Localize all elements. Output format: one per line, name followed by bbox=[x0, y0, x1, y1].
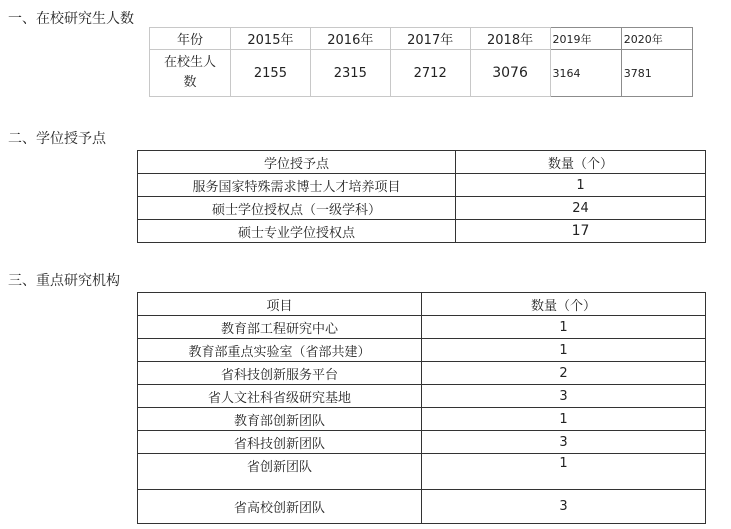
degree-points-table bbox=[137, 150, 706, 243]
count-cell: 3 bbox=[422, 490, 706, 524]
table-row bbox=[138, 293, 706, 316]
item-cell: 教育部创新团队 bbox=[138, 408, 422, 431]
table-row bbox=[138, 385, 706, 408]
item-cell: 教育部重点实验室（省部共建） bbox=[138, 339, 422, 362]
table-row bbox=[138, 220, 706, 243]
research-institutes-table bbox=[137, 292, 706, 524]
section-heading-degree-points: 二、学位授予点 bbox=[8, 131, 106, 147]
table-row bbox=[138, 174, 706, 197]
table-row bbox=[138, 454, 706, 490]
item-cell: 硕士学位授权点（一级学科） bbox=[138, 197, 456, 220]
count-cell: 1 bbox=[422, 339, 706, 362]
item-cell: 教育部工程研究中心 bbox=[138, 316, 422, 339]
header-item: 学位授予点 bbox=[138, 151, 456, 174]
header-count: 数量（个） bbox=[456, 151, 706, 174]
row-label-text: 在校生人数 bbox=[163, 55, 216, 90]
count-cell: 1 bbox=[456, 174, 706, 197]
year-cell: 2016年 bbox=[310, 28, 390, 50]
count-cell: 3 bbox=[422, 385, 706, 408]
table-row bbox=[138, 339, 706, 362]
table-row bbox=[138, 362, 706, 385]
table-row bbox=[138, 151, 706, 174]
item-cell: 省创新团队 bbox=[138, 454, 422, 490]
header-year-label: 年份 bbox=[150, 28, 231, 50]
row-label-students bbox=[150, 50, 231, 97]
year-cell: 2019年 bbox=[550, 28, 621, 50]
count-cell: 24 bbox=[456, 197, 706, 220]
count-cell: 3164 bbox=[550, 50, 621, 97]
year-cell: 2015年 bbox=[231, 28, 311, 50]
year-cell: 2020年 bbox=[621, 28, 692, 50]
count-cell: 2315 bbox=[310, 50, 390, 97]
section-heading-enrollment: 一、在校研究生人数 bbox=[8, 11, 134, 27]
table-row bbox=[138, 408, 706, 431]
table-row bbox=[138, 490, 706, 524]
count-cell: 2712 bbox=[390, 50, 470, 97]
table-row bbox=[138, 431, 706, 454]
count-cell: 2155 bbox=[231, 50, 311, 97]
count-cell: 1 bbox=[422, 316, 706, 339]
table-row bbox=[138, 197, 706, 220]
item-cell: 省人文社科省级研究基地 bbox=[138, 385, 422, 408]
item-cell: 省高校创新团队 bbox=[138, 490, 422, 524]
table-row bbox=[138, 316, 706, 339]
header-item: 项目 bbox=[138, 293, 422, 316]
item-cell: 硕士专业学位授权点 bbox=[138, 220, 456, 243]
item-cell: 省科技创新服务平台 bbox=[138, 362, 422, 385]
count-cell: 3781 bbox=[621, 50, 692, 97]
count-cell: 3 bbox=[422, 431, 706, 454]
table-row bbox=[150, 28, 693, 50]
item-cell: 服务国家特殊需求博士人才培养项目 bbox=[138, 174, 456, 197]
count-cell: 3076 bbox=[470, 50, 550, 97]
year-cell: 2017年 bbox=[390, 28, 470, 50]
count-cell: 2 bbox=[422, 362, 706, 385]
count-cell: 1 bbox=[422, 454, 706, 490]
header-count: 数量（个） bbox=[422, 293, 706, 316]
table-row bbox=[150, 50, 693, 97]
enrollment-table bbox=[149, 27, 693, 97]
count-cell: 17 bbox=[456, 220, 706, 243]
year-cell: 2018年 bbox=[470, 28, 550, 50]
item-cell: 省科技创新团队 bbox=[138, 431, 422, 454]
section-heading-research-institutes: 三、重点研究机构 bbox=[8, 273, 120, 289]
count-cell: 1 bbox=[422, 408, 706, 431]
